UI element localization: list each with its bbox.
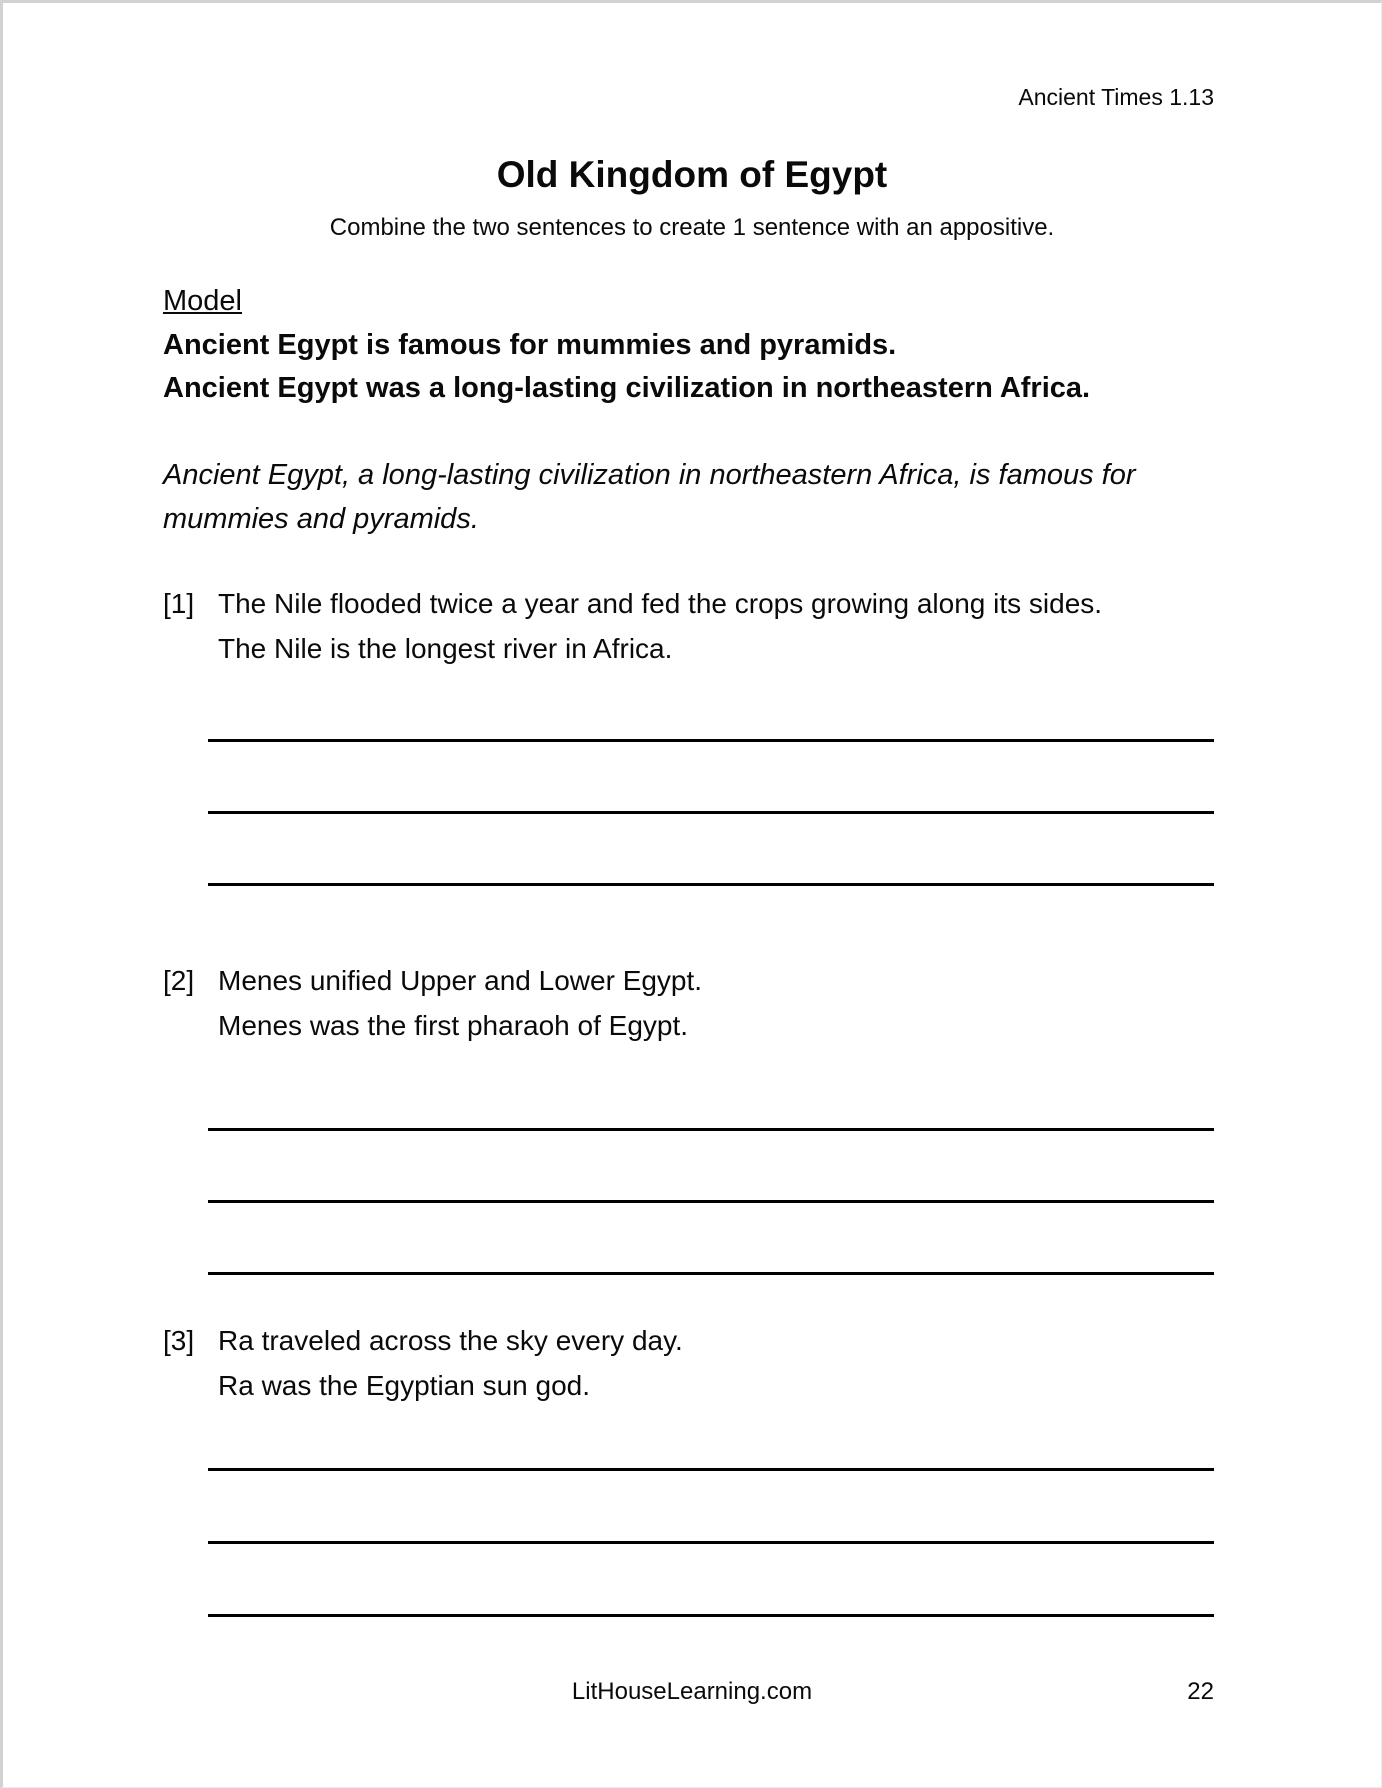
footer-website: LitHouseLearning.com xyxy=(571,1678,813,1705)
item-number: [2] xyxy=(163,965,195,996)
answer-line[interactable] xyxy=(208,1200,1214,1203)
item-number: [1] xyxy=(163,588,195,619)
item-sentences xyxy=(218,958,702,1048)
item-sentences xyxy=(218,581,1102,671)
exercise-item-1 xyxy=(163,581,1102,671)
answer-line[interactable] xyxy=(208,1468,1214,1471)
page-title: Old Kingdom of Egypt xyxy=(496,154,888,195)
item-sentence-2: Menes was the first pharaoh of Egypt. xyxy=(218,1010,689,1041)
instructions-text: Combine the two sentences to create 1 sentence with an appositive. xyxy=(329,214,1055,241)
model-sentence-2: Ancient Egypt was a long-lasting civilization in northeastern Africa. xyxy=(163,372,1091,404)
answer-line[interactable] xyxy=(208,739,1214,742)
answer-line[interactable] xyxy=(208,1272,1214,1275)
item-sentences xyxy=(218,1318,683,1408)
item-number: [3] xyxy=(163,1325,195,1356)
answer-line[interactable] xyxy=(208,1541,1214,1544)
item-sentence-1: Ra traveled across the sky every day. xyxy=(218,1325,683,1356)
worksheet-id-label: Ancient Times 1.13 xyxy=(1018,84,1214,110)
item-sentence-1: Menes unified Upper and Lower Egypt. xyxy=(218,965,703,996)
model-heading: Model xyxy=(163,285,242,317)
answer-line[interactable] xyxy=(208,811,1214,814)
exercise-item-3 xyxy=(163,1318,683,1408)
exercise-item-2 xyxy=(163,958,702,1048)
answer-line[interactable] xyxy=(208,1128,1214,1131)
answer-line[interactable] xyxy=(208,1614,1214,1617)
model-combined-sentence: Ancient Egypt, a long-lasting civilization in northeastern Africa, is famous for mummies and pyramids. xyxy=(163,459,1136,535)
footer-page-number: 22 xyxy=(1187,1678,1214,1705)
item-sentence-2: Ra was the Egyptian sun god. xyxy=(218,1370,591,1401)
model-sentence-1: Ancient Egypt is famous for mummies and pyramids. xyxy=(163,329,897,361)
item-sentence-1: The Nile flooded twice a year and fed the crops growing along its sides. xyxy=(218,588,1103,619)
item-sentence-2: The Nile is the longest river in Africa. xyxy=(218,633,673,664)
answer-line[interactable] xyxy=(208,883,1214,886)
